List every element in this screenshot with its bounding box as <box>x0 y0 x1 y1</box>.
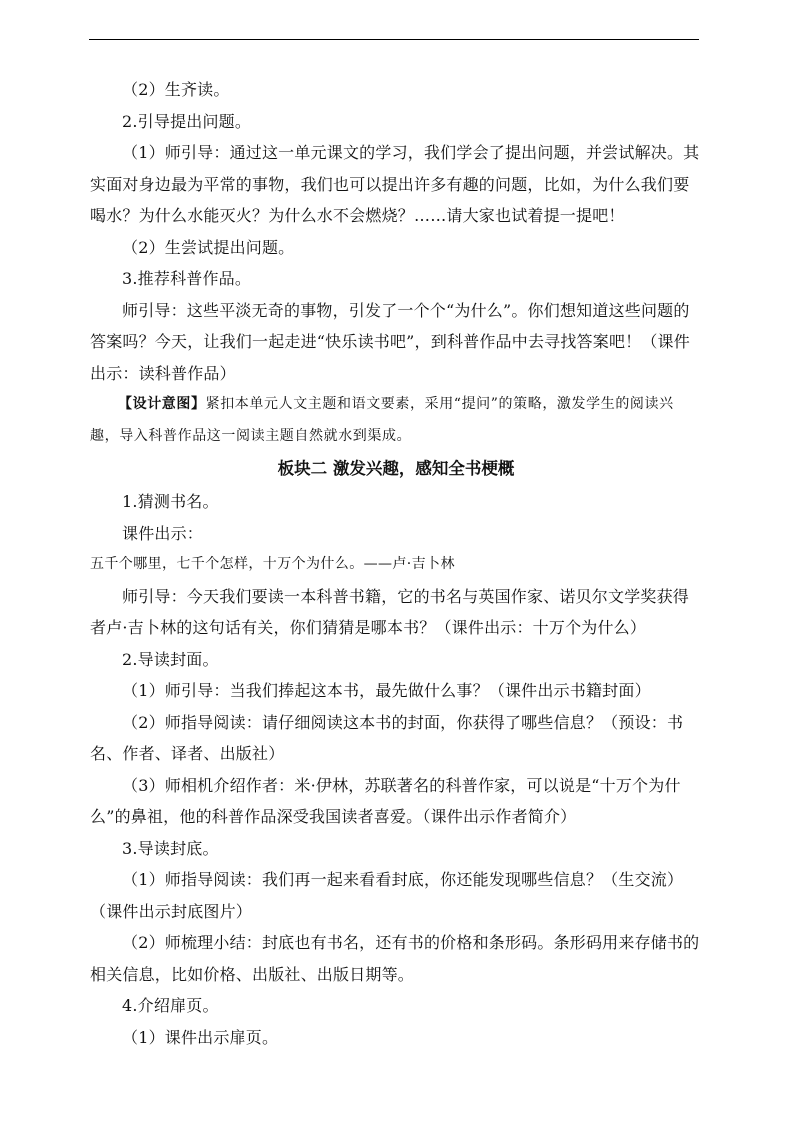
paragraph-design-intent <box>90 389 702 452</box>
paragraph-step-guess-title: 1.猜测书名。 <box>122 492 219 511</box>
header-rule <box>89 39 699 40</box>
design-intent-text: 紧扣本单元人文主题和语文要素，采用“提问”的策略，激发学生的阅读兴趣，导入科普作品这一阅读主题自然就水到渠成。 <box>90 396 674 444</box>
paragraph-step-cover: 2.导读封面。 <box>122 649 219 669</box>
paragraph-title-page-1: （1）课件出示扉页。 <box>122 1027 279 1047</box>
paragraph-teacher-guide-intro: 师引导：这些平淡无奇的事物，引发了一个个“为什么”。你们想知道这些问题的答案吗？今天，让我们一起走进“快乐读书吧”，到科普作品中去寻找答案吧！（课件出示：读科普作品） <box>90 300 690 383</box>
paragraph-cover-1: （1）师引导：当我们捧起这本书，最先做什么事？（课件出示书籍封面） <box>122 681 651 700</box>
paragraph-choral-reading: （2）生齐读。 <box>122 80 230 99</box>
paragraph-step-title-page: 4.介绍扉页。 <box>122 996 219 1015</box>
paragraph-teacher-guide-book: 师引导：今天我们要读一本科普书籍，它的书名与英国作家、诺贝尔文学奖获得者卢·吉卜林的这句话有关，你们猜猜是哪本书？（课件出示：十万个为什么） <box>90 586 690 637</box>
paragraph-step-ask-questions: 2.引导提出问题。 <box>122 111 252 131</box>
paragraph-teacher-guide-questions: （1）师引导：通过这一单元课文的学习，我们学会了提出问题，并尝试解决。其实面对身边最为平常的事物，我们也可以提出许多有趣的问题，比如，为什么我们要喝水？为什么水能灭火？为什么水不会燃烧？……请大家也试着提一提吧！ <box>90 143 700 225</box>
paragraph-step-recommend: 3.推荐科普作品。 <box>122 269 252 288</box>
design-intent-label: 【设计意图】 <box>118 396 206 412</box>
paragraph-cover-2: （2）师指导阅读：请仔细阅读这本书的封面，你获得了哪些信息？（预设：书名、作者、译者、出版社） <box>90 712 684 763</box>
paragraph-back-cover-1: （1）师指导阅读：我们再一起来看看封底，你还能发现哪些信息？（生交流）（课件出示封底图片） <box>90 870 684 921</box>
paragraph-back-cover-2: （2）师梳理小结：封底也有书名，还有书的价格和条形码。条形码用来存储书的相关信息，比如价格、出版社、出版日期等。 <box>90 933 700 984</box>
paragraph-step-back-cover: 3.导读封底。 <box>122 838 219 858</box>
document-body <box>90 74 702 1053</box>
paragraph-students-ask: （2）生尝试提出问题。 <box>122 237 295 257</box>
paragraph-courseware-show: 课件出示： <box>122 523 204 543</box>
section-heading: 板块二 激发兴趣，感知全书梗概 <box>277 459 515 478</box>
quote-kipling: 五千个哪里，七千个怎样，十万个为什么。——卢·吉卜林 <box>90 556 455 572</box>
paragraph-cover-3: （3）师相机介绍作者：米·伊林，苏联著名的科普作家，可以说是“十万个为什么”的鼻祖，他的科普作品深受我国读者喜爱。（课件出示作者简介） <box>90 775 681 826</box>
